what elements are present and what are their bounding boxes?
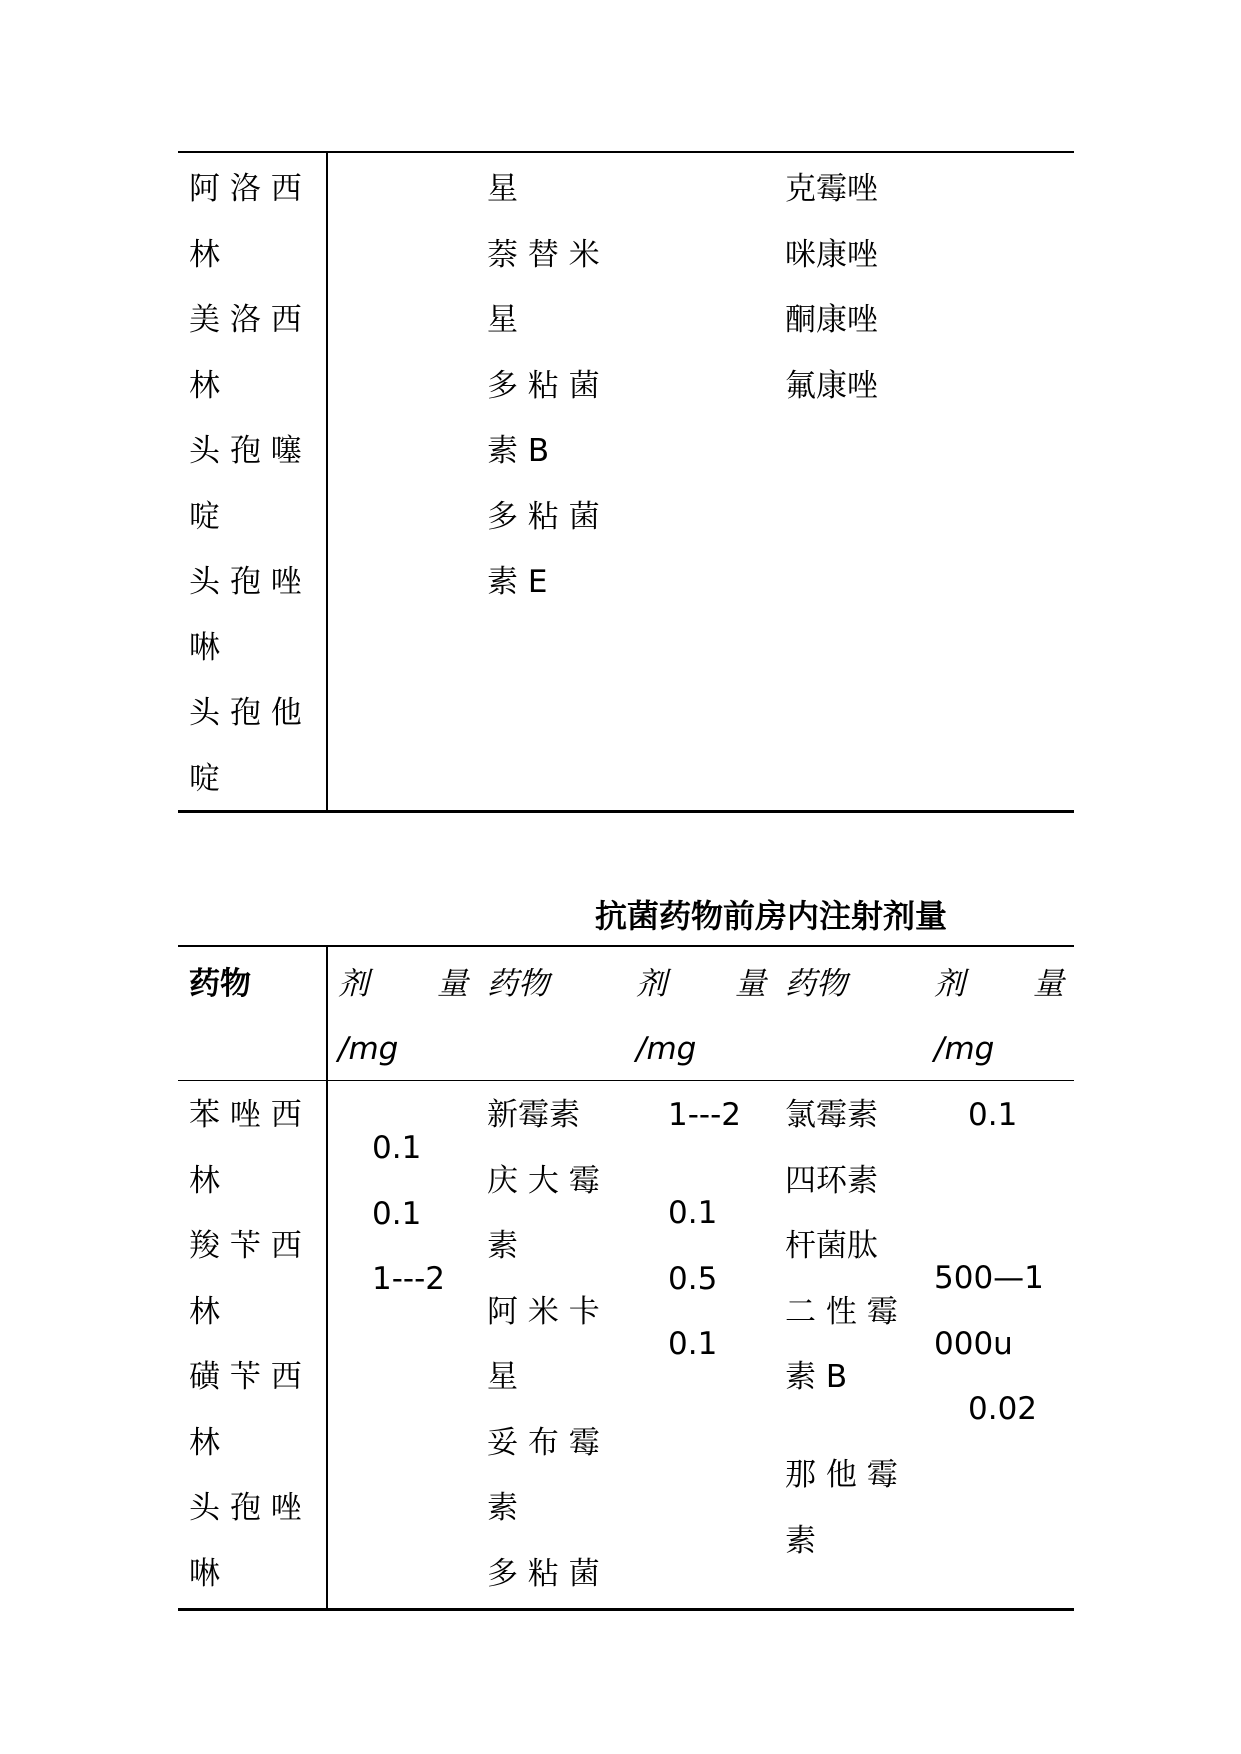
header-drug-2: 药物 xyxy=(487,966,549,1002)
table1-col2-line: 素 E xyxy=(487,564,548,600)
table1-col2-line: 素 B xyxy=(487,433,550,469)
table1-col3-line: 氟康唑 xyxy=(785,367,878,404)
header-dose-char: 剂 xyxy=(934,966,965,1002)
table1-col3-line: 酮康唑 xyxy=(785,302,878,338)
table1-col1-line: 林 xyxy=(189,367,220,404)
table1-col1-line: 头 孢 他 xyxy=(189,695,302,731)
table2-col6-last: 0.02 xyxy=(968,1391,1038,1427)
table2-col1-line: 羧 苄 西 xyxy=(189,1228,302,1264)
table2-col3-line: 星 xyxy=(487,1359,518,1395)
table2-col6-line: 500—1 xyxy=(934,1260,1044,1296)
header-dose-3 xyxy=(934,952,1064,1018)
table2-col6-first: 0.1 xyxy=(968,1097,1018,1133)
table2-col5-line: 那 他 霉 xyxy=(785,1457,898,1493)
table1-col1-line: 林 xyxy=(189,236,220,273)
header-dose-char: 量 xyxy=(735,966,766,1002)
table2-col5-line: 氯霉素 xyxy=(785,1097,878,1133)
header-dose-char: 剂 xyxy=(338,966,369,1002)
table2-col4-first: 1---2 xyxy=(668,1097,742,1133)
table2-col5-line: 二 性 霉 xyxy=(785,1293,898,1330)
table2-col4-line: 0.1 xyxy=(668,1195,718,1231)
table1-col2-line: 多 粘 菌 xyxy=(487,498,600,535)
table2-col1-line: 林 xyxy=(189,1424,220,1461)
table-caption: 抗菌药物前房内注射剂量 xyxy=(595,897,948,935)
table2-col5 xyxy=(785,1083,898,1411)
table1-col2-line: 萘 替 米 xyxy=(487,236,600,273)
header-dose-char: 量 xyxy=(437,966,468,1002)
header-dose-unit-3: /mg xyxy=(934,1031,995,1067)
table1-col1-line: 头 孢 噻 xyxy=(189,433,302,469)
table1-col1-line: 头 孢 唑 xyxy=(189,564,302,600)
table2-col3-line: 素 xyxy=(487,1490,518,1526)
table1-top-rule xyxy=(178,151,1074,153)
table1-bottom-rule xyxy=(178,810,1074,813)
table2-col4-line: 0.1 xyxy=(668,1326,718,1362)
table2-col2-line: 1---2 xyxy=(372,1261,446,1297)
header-dose-char: 量 xyxy=(1033,966,1064,1002)
table1-col3-line: 克霉唑 xyxy=(785,171,878,207)
table2-col2-line: 0.1 xyxy=(372,1130,422,1166)
table1-col2-line: 星 xyxy=(487,302,518,338)
table2-col6 xyxy=(934,1246,1044,1377)
table2-col6-line: 000u xyxy=(934,1325,1013,1362)
table2-col1 xyxy=(189,1083,302,1607)
header-drug-3: 药物 xyxy=(785,966,847,1002)
header-dose-char: 剂 xyxy=(636,966,667,1002)
table2-col3-line: 多 粘 菌 xyxy=(487,1555,600,1592)
table1-col2-line: 多 粘 菌 xyxy=(487,367,600,404)
table2-col5-line: 杆菌肽 xyxy=(785,1228,878,1264)
header-dose-2 xyxy=(636,952,766,1018)
table1-col1-line: 阿 洛 西 xyxy=(189,171,302,207)
table2-top-rule xyxy=(178,945,1074,947)
table1-col1-line: 啶 xyxy=(189,498,220,535)
header-drug: 药物 xyxy=(189,966,251,1002)
table2-col3-line: 阿 米 卡 xyxy=(487,1293,600,1330)
table2-col2-line: 0.1 xyxy=(372,1195,422,1232)
table2-col1-line: 啉 xyxy=(189,1555,220,1592)
table2-bottom-rule xyxy=(178,1608,1074,1611)
table1-col2 xyxy=(487,157,600,616)
table2-col1-line: 林 xyxy=(189,1162,220,1199)
table2-col2 xyxy=(372,1116,445,1313)
table2-col5-line: 素 xyxy=(785,1522,816,1559)
table1-col1-line: 美 洛 西 xyxy=(189,302,302,338)
table2-col4-line: 0.5 xyxy=(668,1260,718,1297)
table2-col4 xyxy=(668,1181,717,1378)
table1-col1 xyxy=(189,157,302,812)
header-dose-1 xyxy=(338,952,468,1018)
header-dose-unit-1: /mg xyxy=(338,1031,399,1067)
table1-column-divider xyxy=(326,152,328,811)
table2-col3-line: 新霉素 xyxy=(487,1097,580,1133)
table1-col1-line: 啉 xyxy=(189,629,220,666)
table2-col1-line: 头 孢 唑 xyxy=(189,1490,302,1526)
table2-col1-line: 苯 唑 西 xyxy=(189,1097,302,1133)
table2-col5-tail xyxy=(785,1443,898,1574)
table1-col3 xyxy=(785,157,878,419)
table1-col1-line: 啶 xyxy=(189,760,220,797)
table2-col3-line: 庆 大 霉 xyxy=(487,1162,600,1199)
table2-col1-line: 林 xyxy=(189,1293,220,1330)
table1-col2-line: 星 xyxy=(487,171,518,207)
table2-col3-line: 素 xyxy=(487,1228,518,1264)
table2-col3-line: 妥 布 霉 xyxy=(487,1424,600,1461)
table1-col3-line: 咪康唑 xyxy=(785,236,878,273)
table2-col5-line: 四环素 xyxy=(785,1162,878,1199)
table2-col1-line: 磺 苄 西 xyxy=(189,1359,302,1395)
table2-col3 xyxy=(487,1083,600,1607)
header-dose-unit-2: /mg xyxy=(636,1031,697,1067)
table2-column-divider xyxy=(326,946,328,1610)
table2-col5-line: 素 B xyxy=(785,1359,848,1395)
